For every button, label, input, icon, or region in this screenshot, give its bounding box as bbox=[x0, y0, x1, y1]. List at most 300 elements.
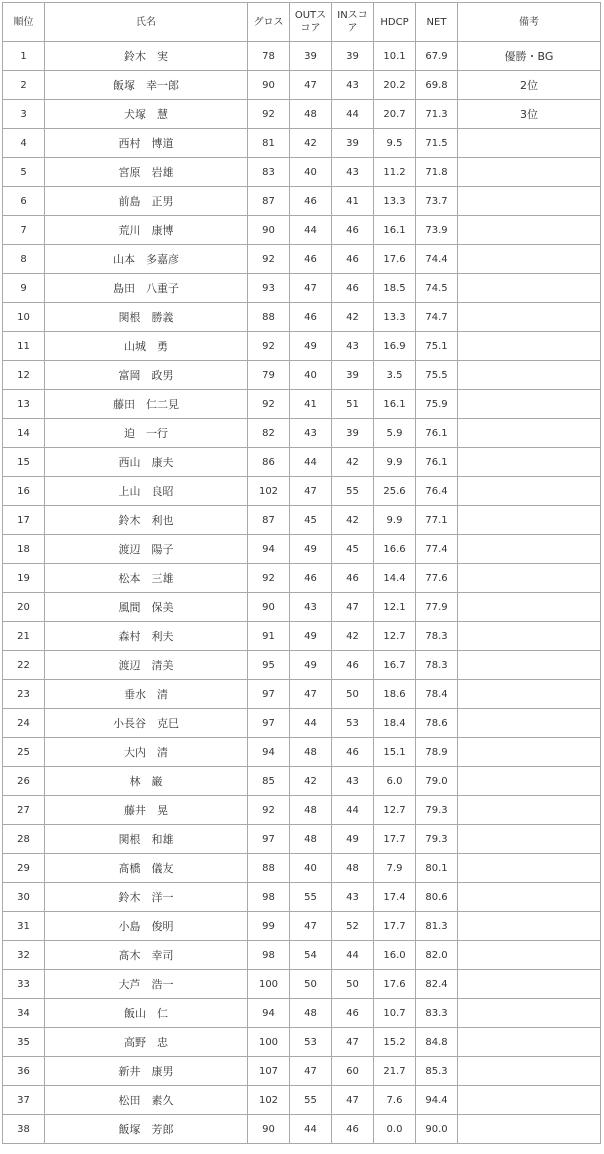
in-score-cell: 47 bbox=[332, 1028, 374, 1057]
out-score-cell: 42 bbox=[290, 129, 332, 158]
remarks-cell bbox=[458, 999, 601, 1028]
remarks-cell bbox=[458, 1057, 601, 1086]
rank-cell: 17 bbox=[3, 506, 45, 535]
hdcp-cell: 16.1 bbox=[374, 216, 416, 245]
in-score-cell: 43 bbox=[332, 71, 374, 100]
remarks-cell bbox=[458, 593, 601, 622]
name-cell: 松田 素久 bbox=[45, 1086, 248, 1115]
remarks-cell bbox=[458, 129, 601, 158]
hdcp-cell: 16.9 bbox=[374, 332, 416, 361]
name-cell: 飯塚 幸一郎 bbox=[45, 71, 248, 100]
in-score-cell: 39 bbox=[332, 129, 374, 158]
name-cell: 島田 八重子 bbox=[45, 274, 248, 303]
gross-cell: 86 bbox=[248, 448, 290, 477]
hdcp-cell: 0.0 bbox=[374, 1115, 416, 1144]
net-cell: 77.1 bbox=[416, 506, 458, 535]
name-cell: 鈴木 利也 bbox=[45, 506, 248, 535]
hdcp-cell: 17.7 bbox=[374, 912, 416, 941]
hdcp-cell: 25.6 bbox=[374, 477, 416, 506]
table-row bbox=[3, 854, 601, 883]
remarks-cell bbox=[458, 738, 601, 767]
in-score-cell: 55 bbox=[332, 477, 374, 506]
table-row bbox=[3, 796, 601, 825]
table-row bbox=[3, 999, 601, 1028]
name-cell: 小島 俊明 bbox=[45, 912, 248, 941]
name-cell: 荒川 康博 bbox=[45, 216, 248, 245]
rank-cell: 29 bbox=[3, 854, 45, 883]
net-cell: 94.4 bbox=[416, 1086, 458, 1115]
rank-cell: 8 bbox=[3, 245, 45, 274]
hdcp-cell: 16.6 bbox=[374, 535, 416, 564]
gross-cell: 88 bbox=[248, 303, 290, 332]
name-cell: 前島 正男 bbox=[45, 187, 248, 216]
gross-cell: 94 bbox=[248, 535, 290, 564]
in-score-cell: 49 bbox=[332, 825, 374, 854]
out-score-cell: 47 bbox=[290, 912, 332, 941]
hdcp-cell: 15.2 bbox=[374, 1028, 416, 1057]
gross-cell: 90 bbox=[248, 71, 290, 100]
table-row bbox=[3, 622, 601, 651]
name-cell: 犬塚 慧 bbox=[45, 100, 248, 129]
name-cell: 新井 康男 bbox=[45, 1057, 248, 1086]
remarks-cell bbox=[458, 1086, 601, 1115]
gross-cell: 91 bbox=[248, 622, 290, 651]
gross-cell: 92 bbox=[248, 564, 290, 593]
name-cell: 髙木 幸司 bbox=[45, 941, 248, 970]
header-in-score: INスコア bbox=[332, 3, 374, 42]
gross-cell: 98 bbox=[248, 941, 290, 970]
gross-cell: 79 bbox=[248, 361, 290, 390]
name-cell: 鈴木 実 bbox=[45, 42, 248, 71]
name-cell: 大内 清 bbox=[45, 738, 248, 767]
table-row bbox=[3, 477, 601, 506]
hdcp-cell: 12.7 bbox=[374, 622, 416, 651]
in-score-cell: 43 bbox=[332, 767, 374, 796]
table-row bbox=[3, 1057, 601, 1086]
out-score-cell: 54 bbox=[290, 941, 332, 970]
gross-cell: 83 bbox=[248, 158, 290, 187]
out-score-cell: 49 bbox=[290, 651, 332, 680]
remarks-cell bbox=[458, 303, 601, 332]
remarks-cell: 3位 bbox=[458, 100, 601, 129]
header-row bbox=[3, 3, 601, 42]
hdcp-cell: 21.7 bbox=[374, 1057, 416, 1086]
in-score-cell: 42 bbox=[332, 506, 374, 535]
rank-cell: 30 bbox=[3, 883, 45, 912]
gross-cell: 92 bbox=[248, 332, 290, 361]
gross-cell: 102 bbox=[248, 1086, 290, 1115]
hdcp-cell: 7.9 bbox=[374, 854, 416, 883]
name-cell: 垂水 清 bbox=[45, 680, 248, 709]
net-cell: 78.6 bbox=[416, 709, 458, 738]
remarks-cell bbox=[458, 883, 601, 912]
net-cell: 78.4 bbox=[416, 680, 458, 709]
gross-cell: 97 bbox=[248, 825, 290, 854]
gross-cell: 97 bbox=[248, 709, 290, 738]
remarks-cell bbox=[458, 564, 601, 593]
hdcp-cell: 11.2 bbox=[374, 158, 416, 187]
gross-cell: 97 bbox=[248, 680, 290, 709]
table-row bbox=[3, 767, 601, 796]
table-row bbox=[3, 941, 601, 970]
out-score-cell: 48 bbox=[290, 738, 332, 767]
rank-cell: 2 bbox=[3, 71, 45, 100]
gross-cell: 92 bbox=[248, 245, 290, 274]
remarks-cell bbox=[458, 390, 601, 419]
hdcp-cell: 16.7 bbox=[374, 651, 416, 680]
out-score-cell: 47 bbox=[290, 680, 332, 709]
remarks-cell bbox=[458, 709, 601, 738]
out-score-cell: 50 bbox=[290, 970, 332, 999]
net-cell: 67.9 bbox=[416, 42, 458, 71]
net-cell: 74.5 bbox=[416, 274, 458, 303]
in-score-cell: 45 bbox=[332, 535, 374, 564]
rank-cell: 18 bbox=[3, 535, 45, 564]
table-row bbox=[3, 738, 601, 767]
out-score-cell: 45 bbox=[290, 506, 332, 535]
net-cell: 71.3 bbox=[416, 100, 458, 129]
table-row bbox=[3, 651, 601, 680]
net-cell: 76.4 bbox=[416, 477, 458, 506]
rank-cell: 38 bbox=[3, 1115, 45, 1144]
net-cell: 76.1 bbox=[416, 419, 458, 448]
gross-cell: 92 bbox=[248, 796, 290, 825]
name-cell: 迫 一行 bbox=[45, 419, 248, 448]
table-row bbox=[3, 245, 601, 274]
hdcp-cell: 16.1 bbox=[374, 390, 416, 419]
gross-cell: 99 bbox=[248, 912, 290, 941]
out-score-cell: 40 bbox=[290, 854, 332, 883]
out-score-cell: 43 bbox=[290, 593, 332, 622]
gross-cell: 102 bbox=[248, 477, 290, 506]
name-cell: 上山 良昭 bbox=[45, 477, 248, 506]
rank-cell: 19 bbox=[3, 564, 45, 593]
out-score-cell: 47 bbox=[290, 1057, 332, 1086]
hdcp-cell: 17.7 bbox=[374, 825, 416, 854]
out-score-cell: 39 bbox=[290, 42, 332, 71]
in-score-cell: 42 bbox=[332, 448, 374, 477]
rank-cell: 24 bbox=[3, 709, 45, 738]
hdcp-cell: 5.9 bbox=[374, 419, 416, 448]
remarks-cell: 2位 bbox=[458, 71, 601, 100]
out-score-cell: 48 bbox=[290, 825, 332, 854]
out-score-cell: 47 bbox=[290, 274, 332, 303]
out-score-cell: 48 bbox=[290, 999, 332, 1028]
net-cell: 85.3 bbox=[416, 1057, 458, 1086]
net-cell: 75.1 bbox=[416, 332, 458, 361]
rank-cell: 31 bbox=[3, 912, 45, 941]
gross-cell: 88 bbox=[248, 854, 290, 883]
table-row bbox=[3, 883, 601, 912]
rank-cell: 22 bbox=[3, 651, 45, 680]
gross-cell: 100 bbox=[248, 1028, 290, 1057]
out-score-cell: 44 bbox=[290, 216, 332, 245]
name-cell: 高野 忠 bbox=[45, 1028, 248, 1057]
table-row bbox=[3, 680, 601, 709]
remarks-cell bbox=[458, 854, 601, 883]
net-cell: 81.3 bbox=[416, 912, 458, 941]
net-cell: 82.4 bbox=[416, 970, 458, 999]
net-cell: 80.6 bbox=[416, 883, 458, 912]
net-cell: 84.8 bbox=[416, 1028, 458, 1057]
rank-cell: 27 bbox=[3, 796, 45, 825]
hdcp-cell: 10.1 bbox=[374, 42, 416, 71]
out-score-cell: 48 bbox=[290, 796, 332, 825]
in-score-cell: 48 bbox=[332, 854, 374, 883]
in-score-cell: 46 bbox=[332, 651, 374, 680]
net-cell: 80.1 bbox=[416, 854, 458, 883]
out-score-cell: 40 bbox=[290, 361, 332, 390]
rank-cell: 15 bbox=[3, 448, 45, 477]
net-cell: 90.0 bbox=[416, 1115, 458, 1144]
rank-cell: 3 bbox=[3, 100, 45, 129]
remarks-cell bbox=[458, 825, 601, 854]
net-cell: 79.3 bbox=[416, 825, 458, 854]
gross-cell: 90 bbox=[248, 593, 290, 622]
rank-cell: 32 bbox=[3, 941, 45, 970]
gross-cell: 81 bbox=[248, 129, 290, 158]
out-score-cell: 44 bbox=[290, 709, 332, 738]
rank-cell: 14 bbox=[3, 419, 45, 448]
net-cell: 79.3 bbox=[416, 796, 458, 825]
in-score-cell: 46 bbox=[332, 1115, 374, 1144]
rank-cell: 26 bbox=[3, 767, 45, 796]
name-cell: 西山 康夫 bbox=[45, 448, 248, 477]
gross-cell: 93 bbox=[248, 274, 290, 303]
name-cell: 西村 博道 bbox=[45, 129, 248, 158]
net-cell: 78.3 bbox=[416, 622, 458, 651]
out-score-cell: 46 bbox=[290, 564, 332, 593]
out-score-cell: 55 bbox=[290, 1086, 332, 1115]
name-cell: 森村 利夫 bbox=[45, 622, 248, 651]
in-score-cell: 46 bbox=[332, 216, 374, 245]
table-row bbox=[3, 448, 601, 477]
rank-cell: 5 bbox=[3, 158, 45, 187]
gross-cell: 92 bbox=[248, 100, 290, 129]
table-row bbox=[3, 709, 601, 738]
rank-cell: 13 bbox=[3, 390, 45, 419]
name-cell: 渡辺 陽子 bbox=[45, 535, 248, 564]
name-cell: 渡辺 清美 bbox=[45, 651, 248, 680]
name-cell: 飯山 仁 bbox=[45, 999, 248, 1028]
out-score-cell: 41 bbox=[290, 390, 332, 419]
hdcp-cell: 3.5 bbox=[374, 361, 416, 390]
table-row bbox=[3, 912, 601, 941]
table-row bbox=[3, 1086, 601, 1115]
hdcp-cell: 17.6 bbox=[374, 970, 416, 999]
header-gross: グロス bbox=[248, 3, 290, 42]
rank-cell: 34 bbox=[3, 999, 45, 1028]
hdcp-cell: 13.3 bbox=[374, 303, 416, 332]
net-cell: 73.9 bbox=[416, 216, 458, 245]
rank-cell: 33 bbox=[3, 970, 45, 999]
header-rank: 順位 bbox=[3, 3, 45, 42]
out-score-cell: 44 bbox=[290, 448, 332, 477]
remarks-cell bbox=[458, 361, 601, 390]
name-cell: 飯塚 芳郎 bbox=[45, 1115, 248, 1144]
hdcp-cell: 10.7 bbox=[374, 999, 416, 1028]
rank-cell: 11 bbox=[3, 332, 45, 361]
net-cell: 71.5 bbox=[416, 129, 458, 158]
net-cell: 79.0 bbox=[416, 767, 458, 796]
hdcp-cell: 9.5 bbox=[374, 129, 416, 158]
rank-cell: 37 bbox=[3, 1086, 45, 1115]
rank-cell: 21 bbox=[3, 622, 45, 651]
net-cell: 69.8 bbox=[416, 71, 458, 100]
in-score-cell: 41 bbox=[332, 187, 374, 216]
table-row bbox=[3, 361, 601, 390]
rank-cell: 25 bbox=[3, 738, 45, 767]
net-cell: 74.7 bbox=[416, 303, 458, 332]
remarks-cell bbox=[458, 941, 601, 970]
net-cell: 75.9 bbox=[416, 390, 458, 419]
rank-cell: 1 bbox=[3, 42, 45, 71]
remarks-cell bbox=[458, 1028, 601, 1057]
hdcp-cell: 18.4 bbox=[374, 709, 416, 738]
out-score-cell: 44 bbox=[290, 1115, 332, 1144]
hdcp-cell: 15.1 bbox=[374, 738, 416, 767]
name-cell: 関根 勝義 bbox=[45, 303, 248, 332]
in-score-cell: 50 bbox=[332, 680, 374, 709]
table-row bbox=[3, 129, 601, 158]
header-net: NET bbox=[416, 3, 458, 42]
header-remarks: 備考 bbox=[458, 3, 601, 42]
table-row bbox=[3, 970, 601, 999]
in-score-cell: 53 bbox=[332, 709, 374, 738]
table-row bbox=[3, 158, 601, 187]
gross-cell: 98 bbox=[248, 883, 290, 912]
name-cell: 大芦 浩一 bbox=[45, 970, 248, 999]
table-row bbox=[3, 332, 601, 361]
in-score-cell: 52 bbox=[332, 912, 374, 941]
hdcp-cell: 9.9 bbox=[374, 448, 416, 477]
table-row bbox=[3, 187, 601, 216]
table-row bbox=[3, 825, 601, 854]
net-cell: 77.4 bbox=[416, 535, 458, 564]
remarks-cell bbox=[458, 796, 601, 825]
in-score-cell: 39 bbox=[332, 419, 374, 448]
table-row bbox=[3, 100, 601, 129]
header-out-score: OUTスコア bbox=[290, 3, 332, 42]
rank-cell: 36 bbox=[3, 1057, 45, 1086]
net-cell: 71.8 bbox=[416, 158, 458, 187]
in-score-cell: 47 bbox=[332, 593, 374, 622]
gross-cell: 85 bbox=[248, 767, 290, 796]
gross-cell: 78 bbox=[248, 42, 290, 71]
hdcp-cell: 20.7 bbox=[374, 100, 416, 129]
hdcp-cell: 17.6 bbox=[374, 245, 416, 274]
out-score-cell: 47 bbox=[290, 71, 332, 100]
rank-cell: 4 bbox=[3, 129, 45, 158]
rank-cell: 7 bbox=[3, 216, 45, 245]
in-score-cell: 39 bbox=[332, 361, 374, 390]
in-score-cell: 60 bbox=[332, 1057, 374, 1086]
table-row bbox=[3, 535, 601, 564]
table-row bbox=[3, 419, 601, 448]
remarks-cell bbox=[458, 419, 601, 448]
out-score-cell: 49 bbox=[290, 332, 332, 361]
rank-cell: 23 bbox=[3, 680, 45, 709]
net-cell: 78.9 bbox=[416, 738, 458, 767]
gross-cell: 90 bbox=[248, 216, 290, 245]
in-score-cell: 42 bbox=[332, 303, 374, 332]
rank-cell: 10 bbox=[3, 303, 45, 332]
name-cell: 林 巌 bbox=[45, 767, 248, 796]
remarks-cell bbox=[458, 912, 601, 941]
out-score-cell: 55 bbox=[290, 883, 332, 912]
hdcp-cell: 17.4 bbox=[374, 883, 416, 912]
net-cell: 77.9 bbox=[416, 593, 458, 622]
name-cell: 松本 三雄 bbox=[45, 564, 248, 593]
gross-cell: 94 bbox=[248, 999, 290, 1028]
remarks-cell bbox=[458, 332, 601, 361]
in-score-cell: 42 bbox=[332, 622, 374, 651]
remarks-cell bbox=[458, 970, 601, 999]
remarks-cell bbox=[458, 506, 601, 535]
hdcp-cell: 12.7 bbox=[374, 796, 416, 825]
results-table bbox=[2, 2, 601, 1144]
hdcp-cell: 6.0 bbox=[374, 767, 416, 796]
net-cell: 83.3 bbox=[416, 999, 458, 1028]
remarks-cell bbox=[458, 448, 601, 477]
in-score-cell: 47 bbox=[332, 1086, 374, 1115]
out-score-cell: 49 bbox=[290, 622, 332, 651]
out-score-cell: 48 bbox=[290, 100, 332, 129]
rank-cell: 12 bbox=[3, 361, 45, 390]
table-row bbox=[3, 390, 601, 419]
in-score-cell: 43 bbox=[332, 332, 374, 361]
net-cell: 74.4 bbox=[416, 245, 458, 274]
gross-cell: 94 bbox=[248, 738, 290, 767]
net-cell: 75.5 bbox=[416, 361, 458, 390]
gross-cell: 82 bbox=[248, 419, 290, 448]
in-score-cell: 43 bbox=[332, 158, 374, 187]
rank-cell: 35 bbox=[3, 1028, 45, 1057]
table-row bbox=[3, 71, 601, 100]
remarks-cell bbox=[458, 477, 601, 506]
net-cell: 77.6 bbox=[416, 564, 458, 593]
out-score-cell: 49 bbox=[290, 535, 332, 564]
net-cell: 82.0 bbox=[416, 941, 458, 970]
out-score-cell: 46 bbox=[290, 303, 332, 332]
gross-cell: 92 bbox=[248, 390, 290, 419]
table-row bbox=[3, 274, 601, 303]
table-row bbox=[3, 593, 601, 622]
header-hdcp: HDCP bbox=[374, 3, 416, 42]
hdcp-cell: 20.2 bbox=[374, 71, 416, 100]
in-score-cell: 46 bbox=[332, 274, 374, 303]
remarks-cell: 優勝・BG bbox=[458, 42, 601, 71]
net-cell: 73.7 bbox=[416, 187, 458, 216]
gross-cell: 95 bbox=[248, 651, 290, 680]
in-score-cell: 44 bbox=[332, 796, 374, 825]
gross-cell: 87 bbox=[248, 506, 290, 535]
in-score-cell: 39 bbox=[332, 42, 374, 71]
remarks-cell bbox=[458, 680, 601, 709]
hdcp-cell: 7.6 bbox=[374, 1086, 416, 1115]
name-cell: 山城 勇 bbox=[45, 332, 248, 361]
remarks-cell bbox=[458, 187, 601, 216]
remarks-cell bbox=[458, 274, 601, 303]
remarks-cell bbox=[458, 216, 601, 245]
gross-cell: 100 bbox=[248, 970, 290, 999]
results-body bbox=[3, 42, 601, 1144]
remarks-cell bbox=[458, 535, 601, 564]
name-cell: 山本 多嘉彦 bbox=[45, 245, 248, 274]
remarks-cell bbox=[458, 245, 601, 274]
out-score-cell: 46 bbox=[290, 187, 332, 216]
gross-cell: 90 bbox=[248, 1115, 290, 1144]
